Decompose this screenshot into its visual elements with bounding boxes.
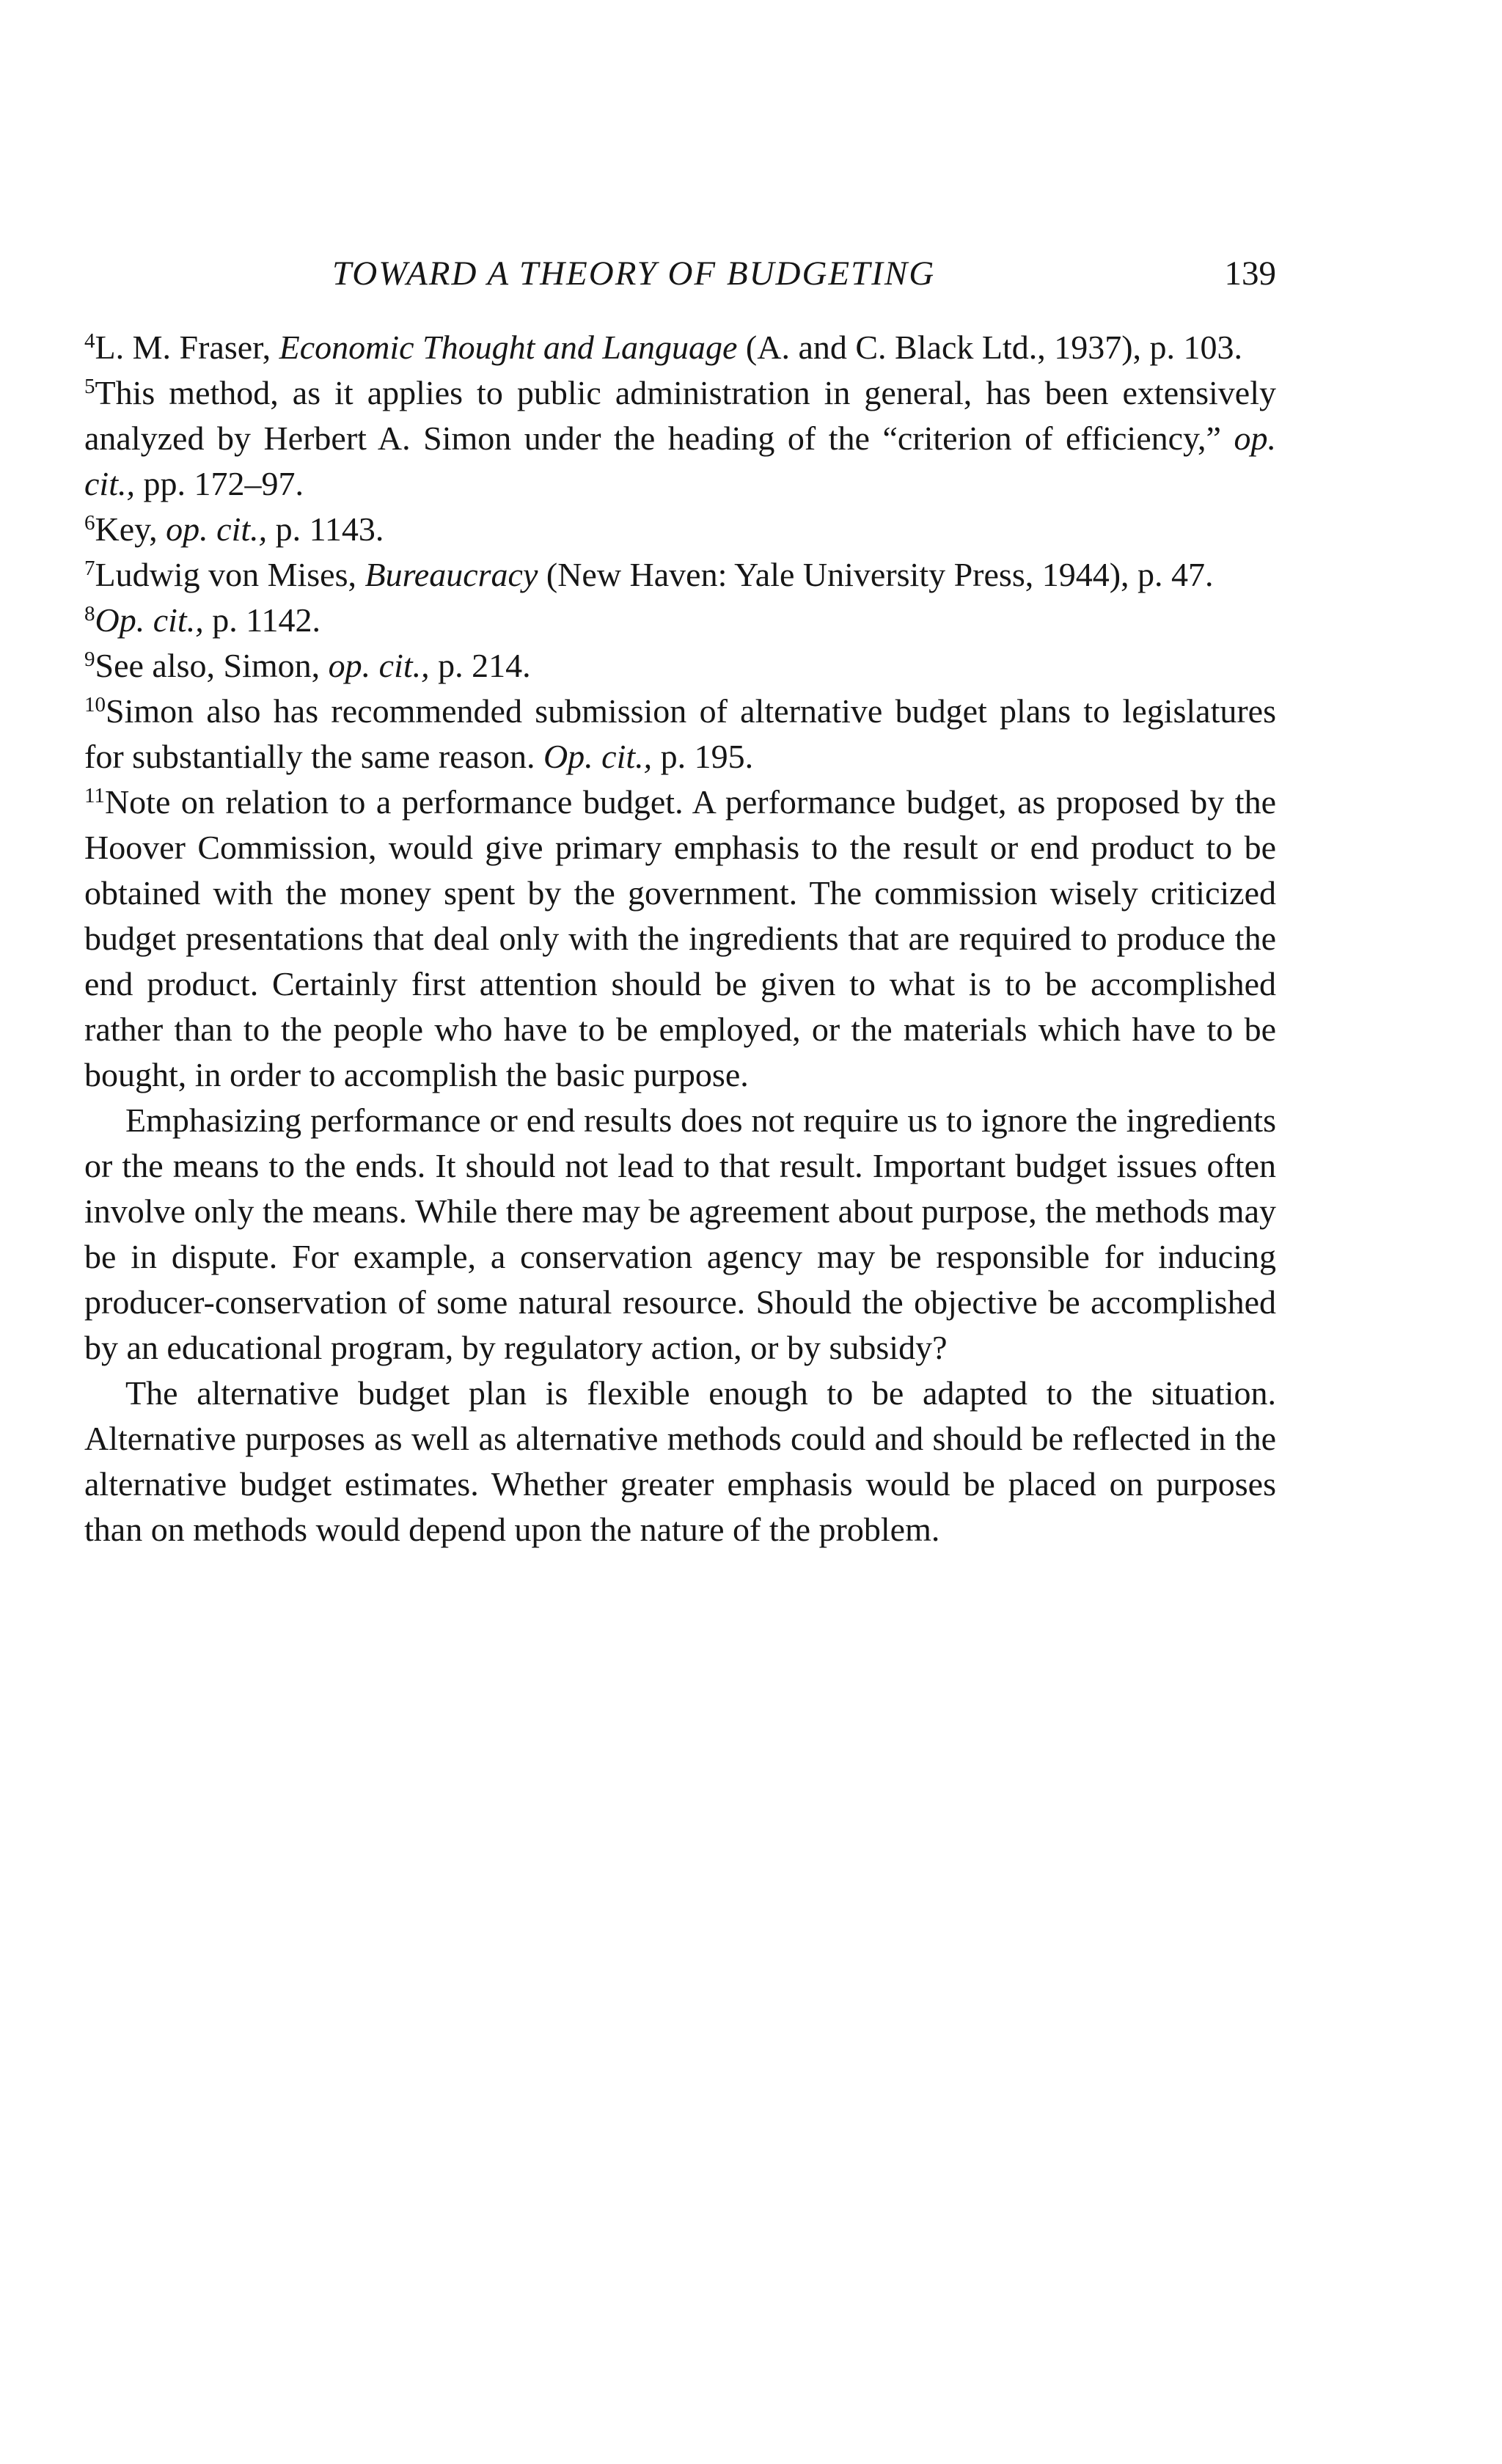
footnote-text: (A. and C. Black Ltd., 1937), p. 103. <box>737 329 1243 366</box>
footnote-text: pp. 172–97. <box>134 465 304 502</box>
footnote-marker: 10 <box>84 693 106 716</box>
footnote-text: p. 1142. <box>203 601 320 639</box>
footnote-marker: 4 <box>84 329 95 353</box>
op-cit: op. cit., <box>328 647 430 684</box>
footnotes <box>84 325 1276 1552</box>
footnote-9 <box>84 643 1276 689</box>
footnote-11-paragraph-3: The alternative budget plan is flexible enough to be adapted to the situation. Alternative purposes as well as alternative methods could and should be reflected in the alternative budget estimates. Whether greater emphasis would be placed on purposes than on methods would depend upon the nature of the problem. <box>84 1374 1276 1548</box>
footnote-text: Ludwig von Mises, <box>95 556 365 593</box>
op-cit: Op. cit., <box>95 601 204 639</box>
op-cit: op. cit., <box>84 419 1276 502</box>
page-number: 139 <box>1224 254 1276 293</box>
op-cit: op. cit., <box>166 510 268 548</box>
footnote-text: Note on relation to a performance budget. A performance budget, as proposed by the Hoover Commission, would give primary emphasis to the result or end product to be obtained with the money spent by the government. The commission wisely criticized budget presentations that deal only with the ingredients that are required to produce the end product. Certainly first attention should be given to what is to be accomplished rather than to the people who have to be employed, or the materials which have to be bought, in order to accomplish the basic purpose. <box>84 783 1276 1093</box>
footnote-6 <box>84 507 1276 552</box>
book-title: Bureaucracy <box>364 556 538 593</box>
footnote-text: See also, Simon, <box>95 647 329 684</box>
footnote-11-paragraph-2: Emphasizing performance or end results does not require us to ignore the ingredients or the means to the ends. It should not lead to that result. Important budget issues often involve only the means. While there may be agreement about purpose, the methods may be in dispute. For example, a conservation agency may be responsible for inducing producer-conservation of some natural resource. Should the objective be accomplished by an educational program, by regulatory action, or by subsidy? <box>84 1101 1276 1366</box>
footnote-marker: 11 <box>84 784 105 807</box>
footnote-text: Key, <box>95 510 166 548</box>
footnote-text: This method, as it applies to public administration in general, has been extensively analyzed by Herbert A. Simon under the heading of the “criterion of efficiency,” <box>84 374 1276 457</box>
footnote-marker: 7 <box>84 557 95 580</box>
footnote-11 <box>84 780 1276 1098</box>
footnote-text: Simon also has recommended submission of alternative budget plans to legislatures for substantially the same reason. <box>84 692 1276 775</box>
running-head <box>84 248 1276 299</box>
footnote-text: p. 214. <box>429 647 531 684</box>
footnote-marker: 6 <box>84 511 95 535</box>
footnote-4 <box>84 325 1276 370</box>
footnote-marker: 8 <box>84 602 95 626</box>
page <box>84 0 1276 2464</box>
book-title: Economic Thought and Language <box>279 329 738 366</box>
footnote-text: p. 1143. <box>267 510 384 548</box>
footnote-5 <box>84 370 1276 507</box>
footnote-text: (New Haven: Yale University Press, 1944), p. 47. <box>538 556 1214 593</box>
running-title: TOWARD A THEORY OF BUDGETING <box>332 254 936 293</box>
op-cit: Op. cit., <box>543 738 653 775</box>
footnote-text: p. 195. <box>652 738 754 775</box>
footnote-10 <box>84 689 1276 780</box>
footnote-8 <box>84 598 1276 643</box>
footnote-text: L. M. Fraser, <box>95 329 279 366</box>
footnote-marker: 5 <box>84 375 95 398</box>
footnote-marker: 9 <box>84 648 95 671</box>
footnote-7 <box>84 552 1276 598</box>
